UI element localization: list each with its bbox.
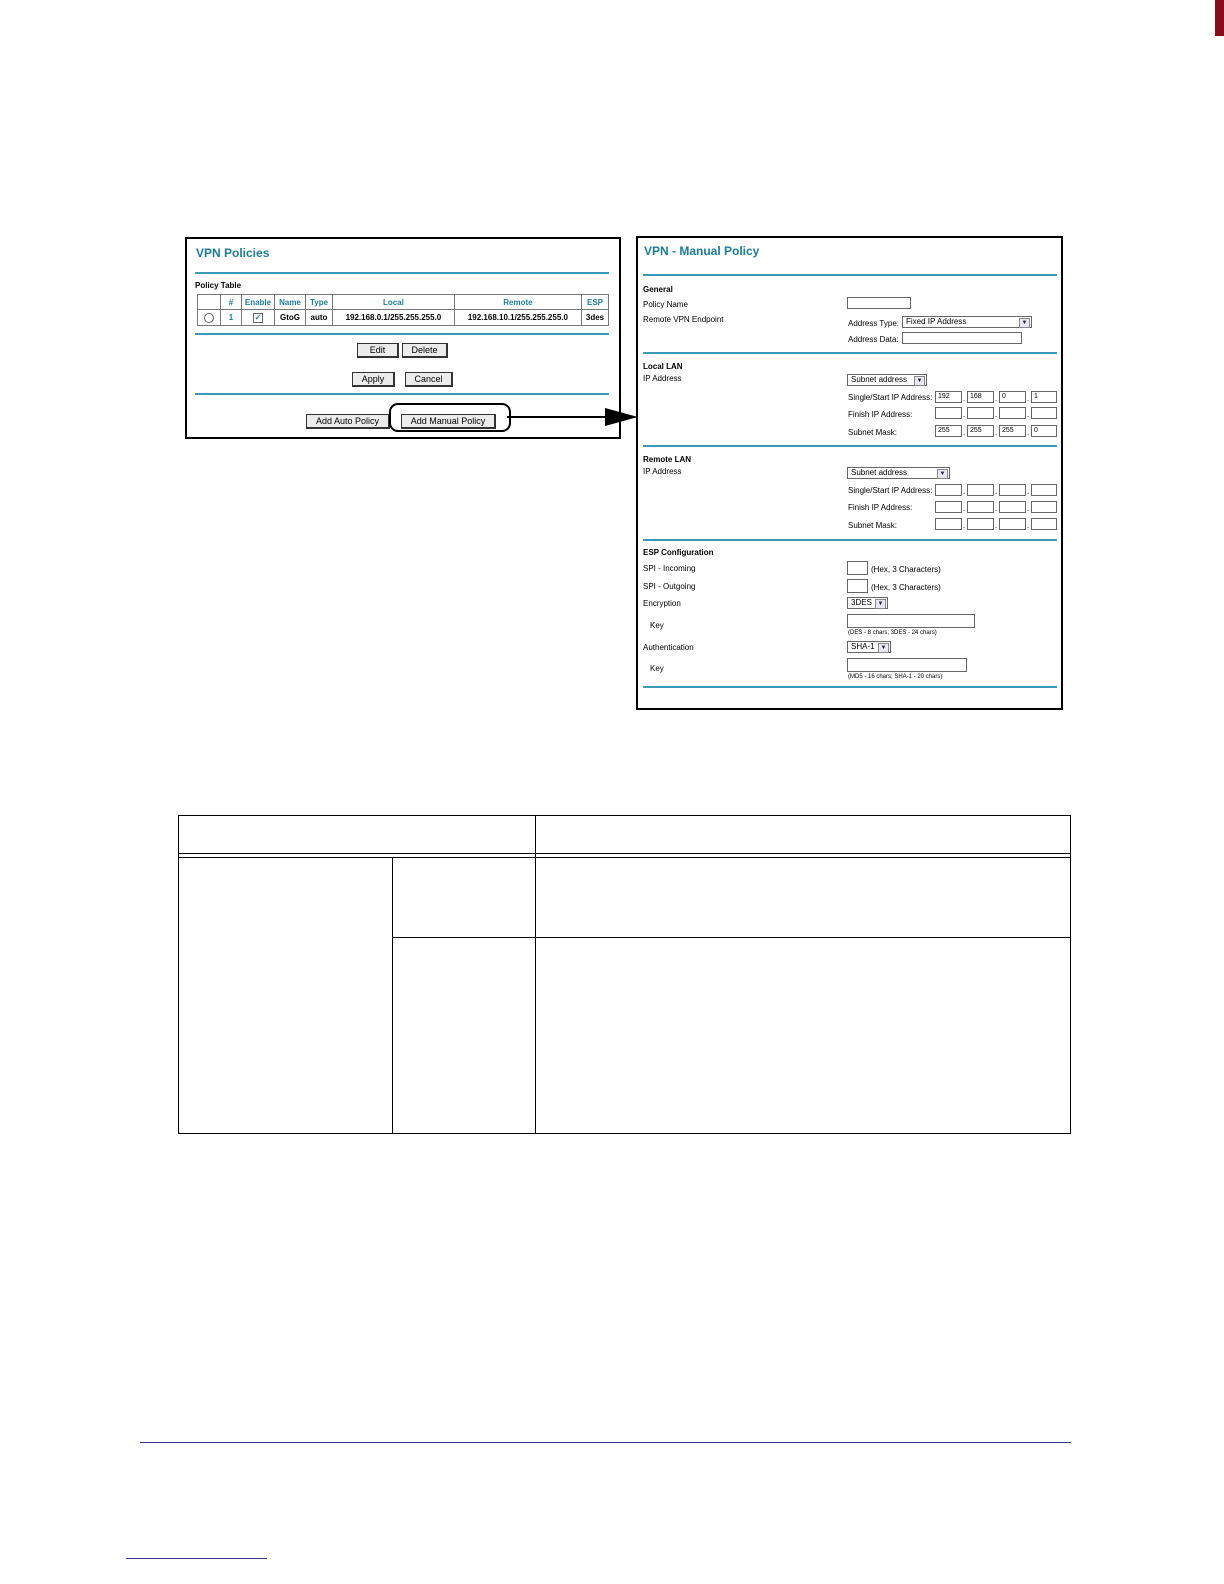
- local-finish-ip-octet-4[interactable]: [1031, 407, 1057, 419]
- remote-start-ip-octet-3[interactable]: [999, 484, 1026, 496]
- add-auto-policy-button[interactable]: Add Auto Policy: [306, 414, 390, 429]
- octet-separator: .: [1027, 394, 1030, 403]
- col-number: #: [221, 295, 242, 310]
- remote-ip-type-select[interactable]: [847, 467, 950, 479]
- local-subnet-mask-label: Subnet Mask:: [848, 428, 897, 437]
- chevron-down-icon: ▼: [875, 599, 886, 609]
- local-finish-ip-octet-1[interactable]: [935, 407, 962, 419]
- octet-separator: .: [1027, 487, 1030, 496]
- octet-separator: .: [995, 394, 998, 403]
- remote-start-ip-octet-1[interactable]: [935, 484, 962, 496]
- spi-outgoing-input[interactable]: [847, 579, 868, 593]
- table-column-rule: [535, 815, 536, 1134]
- octet-separator: .: [1027, 521, 1030, 530]
- encryption-value: 3DES: [851, 598, 872, 607]
- chevron-down-icon: ▼: [1019, 318, 1030, 328]
- esp-heading: ESP Configuration: [643, 548, 714, 557]
- divider: [643, 686, 1057, 688]
- divider: [643, 274, 1057, 276]
- delete-button[interactable]: Delete: [402, 343, 448, 358]
- policy-table-label: Policy Table: [195, 281, 242, 290]
- row-type: auto: [306, 310, 333, 326]
- vpn-manual-policy-panel: [636, 236, 1063, 710]
- spi-outgoing-hint: (Hex, 3 Characters): [871, 583, 941, 592]
- divider: [643, 352, 1057, 354]
- octet-separator: .: [995, 521, 998, 530]
- edit-button[interactable]: Edit: [357, 343, 399, 358]
- row-enable-checkbox[interactable]: ✓: [254, 312, 262, 322]
- table-row: [198, 310, 609, 326]
- local-finish-ip-octet-3[interactable]: [999, 407, 1026, 419]
- divider: [195, 333, 609, 335]
- local-mask-octet-3[interactable]: 255: [999, 425, 1026, 437]
- manual-policy-title: VPN - Manual Policy: [644, 244, 760, 258]
- row-esp: 3des: [582, 310, 609, 326]
- row-remote: 192.168.10.1/255.255.255.0: [454, 310, 581, 326]
- octet-separator: .: [1027, 428, 1030, 437]
- octet-separator: .: [995, 487, 998, 496]
- remote-finish-ip-octet-1[interactable]: [935, 501, 962, 513]
- chevron-down-icon: ▼: [914, 376, 925, 386]
- octet-separator: .: [995, 428, 998, 437]
- col-name: Name: [275, 295, 306, 310]
- address-type-select[interactable]: [902, 316, 1032, 328]
- local-start-ip-octet-1[interactable]: 192: [935, 391, 962, 403]
- local-lan-heading: Local LAN: [643, 362, 683, 371]
- spi-incoming-input[interactable]: [847, 561, 868, 575]
- local-mask-octet-1[interactable]: 255: [935, 425, 962, 437]
- authentication-label: Authentication: [643, 643, 694, 652]
- local-mask-octet-2[interactable]: 255: [967, 425, 994, 437]
- table-border-left: [178, 815, 179, 1134]
- authentication-key-input[interactable]: [847, 658, 967, 672]
- encryption-key-hint: (DES - 8 chars; 3DES - 24 chars): [848, 630, 937, 636]
- table-row-rule: [392, 937, 1071, 938]
- table-border-right: [1070, 815, 1071, 1134]
- octet-separator: .: [1027, 410, 1030, 419]
- remote-start-ip-label: Single/Start IP Address:: [848, 486, 933, 495]
- row-select-cell: [198, 310, 221, 326]
- policy-table-header: [198, 295, 609, 310]
- chevron-down-icon: ▼: [878, 643, 889, 653]
- vpn-policies-title: VPN Policies: [196, 246, 270, 260]
- add-manual-policy-button[interactable]: Add Manual Policy: [401, 414, 496, 429]
- remote-finish-ip-octet-2[interactable]: [967, 501, 994, 513]
- col-enable: Enable: [242, 295, 275, 310]
- encryption-key-label: Key: [650, 621, 664, 630]
- remote-ip-type-value: Subnet address: [851, 468, 908, 477]
- local-start-ip-octet-3[interactable]: 0: [999, 391, 1026, 403]
- remote-ip-label: IP Address: [643, 467, 682, 476]
- octet-separator: .: [963, 521, 966, 530]
- local-ip-type-value: Subnet address: [851, 375, 908, 384]
- authentication-value: SHA-1: [851, 642, 875, 651]
- col-local: Local: [333, 295, 455, 310]
- policy-name-input[interactable]: [847, 297, 911, 309]
- remote-finish-ip-label: Finish IP Address:: [848, 503, 913, 512]
- octet-separator: .: [963, 504, 966, 513]
- footer-link-underline: [126, 1558, 267, 1559]
- local-mask-octet-4[interactable]: 0: [1031, 425, 1057, 437]
- remote-mask-octet-1[interactable]: [935, 518, 962, 530]
- octet-separator: .: [995, 504, 998, 513]
- cancel-button[interactable]: Cancel: [405, 372, 453, 387]
- col-type: Type: [306, 295, 333, 310]
- divider: [195, 393, 609, 395]
- apply-button[interactable]: Apply: [352, 372, 395, 387]
- local-start-ip-octet-2[interactable]: 168: [967, 391, 994, 403]
- col-remote: Remote: [454, 295, 581, 310]
- local-finish-ip-octet-2[interactable]: [967, 407, 994, 419]
- row-name: GtoG: [275, 310, 306, 326]
- remote-start-ip-octet-4[interactable]: [1031, 484, 1057, 496]
- general-heading: General: [643, 285, 673, 294]
- encryption-select[interactable]: [847, 597, 888, 609]
- remote-subnet-mask-label: Subnet Mask:: [848, 521, 897, 530]
- add-manual-policy-callout: [389, 403, 511, 432]
- row-select-radio[interactable]: [204, 313, 214, 323]
- remote-finish-ip-octet-3[interactable]: [999, 501, 1026, 513]
- callout-arrow: [505, 400, 640, 436]
- table-column-rule: [392, 857, 393, 1134]
- table-border-top: [178, 815, 1071, 816]
- remote-finish-ip-octet-4[interactable]: [1031, 501, 1057, 513]
- octet-separator: .: [1027, 504, 1030, 513]
- spi-incoming-label: SPI - Incoming: [643, 564, 696, 573]
- table-border-bottom: [178, 1133, 1071, 1134]
- remote-endpoint-label: Remote VPN Endpoint: [643, 315, 724, 324]
- remote-lan-heading: Remote LAN: [643, 455, 692, 464]
- divider: [643, 539, 1057, 541]
- local-ip-label: IP Address: [643, 374, 682, 383]
- octet-separator: .: [963, 428, 966, 437]
- corner-color-bar: [1215, 0, 1224, 36]
- local-start-ip-octet-4[interactable]: 1: [1031, 391, 1057, 403]
- address-type-label: Address Type:: [848, 319, 899, 328]
- col-esp: ESP: [582, 295, 609, 310]
- octet-separator: .: [963, 487, 966, 496]
- address-type-value: Fixed IP Address: [906, 317, 967, 326]
- spi-incoming-hint: (Hex, 3 Characters): [871, 565, 941, 574]
- table-header-rule: [178, 857, 1071, 858]
- authentication-select[interactable]: [847, 641, 891, 653]
- local-start-ip-label: Single/Start IP Address:: [848, 393, 933, 402]
- row-enable-cell: [242, 310, 275, 326]
- octet-separator: .: [963, 394, 966, 403]
- spi-outgoing-label: SPI - Outgoing: [643, 582, 696, 591]
- table-header-rule: [178, 853, 1071, 854]
- row-number: 1: [221, 310, 242, 326]
- encryption-key-input[interactable]: [847, 614, 975, 628]
- row-local: 192.168.0.1/255.255.255.0: [333, 310, 455, 326]
- remote-mask-octet-2[interactable]: [967, 518, 994, 530]
- divider: [643, 445, 1057, 447]
- col-select: [198, 295, 221, 310]
- chevron-down-icon: ▼: [937, 469, 948, 479]
- address-data-input[interactable]: [902, 332, 1022, 344]
- policy-table: [197, 294, 609, 326]
- remote-mask-octet-4[interactable]: [1031, 518, 1057, 530]
- policy-name-label: Policy Name: [643, 300, 688, 309]
- octet-separator: .: [963, 410, 966, 419]
- authentication-key-hint: (MD5 - 16 chars; SHA-1 - 20 chars): [848, 674, 943, 680]
- octet-separator: .: [995, 410, 998, 419]
- footer-rule: [140, 1442, 1071, 1443]
- authentication-key-label: Key: [650, 664, 664, 673]
- divider: [195, 272, 609, 274]
- remote-start-ip-octet-2[interactable]: [967, 484, 994, 496]
- remote-mask-octet-3[interactable]: [999, 518, 1026, 530]
- local-ip-type-select[interactable]: [847, 374, 927, 386]
- address-data-label: Address Data:: [848, 335, 899, 344]
- local-finish-ip-label: Finish IP Address:: [848, 410, 913, 419]
- encryption-label: Encryption: [643, 599, 681, 608]
